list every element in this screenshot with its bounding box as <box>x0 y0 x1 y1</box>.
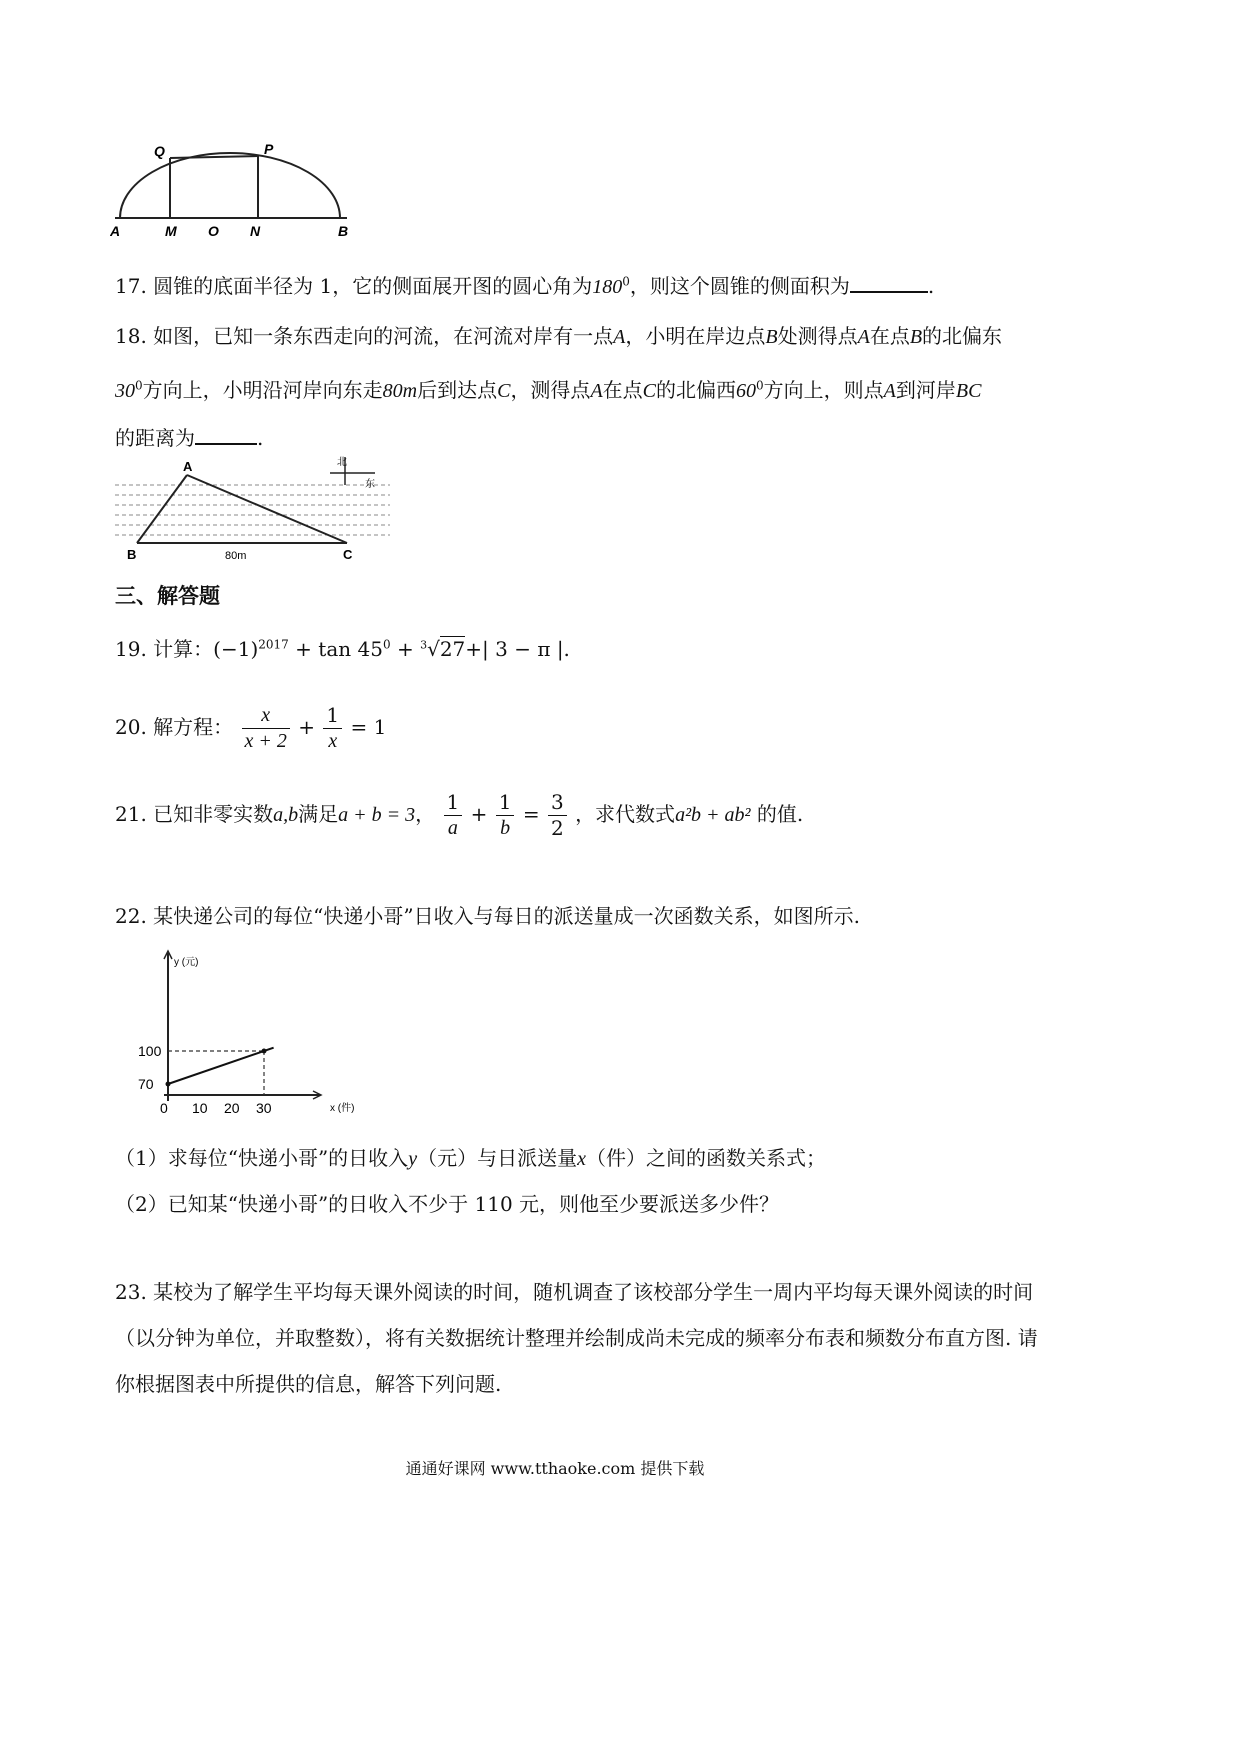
question-19: 19. 计算：$(-1)^{2017} + \tan 45^0 + ^3√27+|$ 3 − π |. <box>115 637 570 661</box>
label-a: A <box>110 223 121 239</box>
question-22-part-1: （1）求每位“快递小哥”的日收入y（元）与日派送量x（件）之间的函数关系式； <box>115 1146 826 1170</box>
label-n: N <box>250 223 261 239</box>
question-23-line-2: （以分钟为单位，并取整数），将有关数据统计整理并绘制成尚未完成的频率分布表和频数分布直方图. 请 <box>115 1326 1038 1350</box>
x-tick-label: 0 <box>160 1100 168 1116</box>
answer-blank <box>195 443 257 445</box>
question-22-part-2: （2）已知某“快递小哥”的日收入不少于 110 元，则他至少要派送多少件？ <box>115 1192 780 1216</box>
label-east: 东 <box>365 479 375 490</box>
label-o: O <box>208 223 219 239</box>
label-q: Q <box>154 143 165 159</box>
label-p: P <box>264 141 274 157</box>
fraction-x-over-x-plus-2: $\frac{x}{x + 2}$ <box>242 703 290 754</box>
section-heading: 三、解答题 <box>115 584 220 608</box>
river-figure <box>115 455 425 570</box>
y-tick-label: 70 <box>138 1076 154 1092</box>
label-m: M <box>165 223 177 239</box>
label-b: B <box>127 547 137 562</box>
x-tick-label: 20 <box>224 1100 240 1116</box>
label-b: B <box>338 223 349 239</box>
question-18-line-3: 的距离为 . <box>115 426 264 450</box>
label-80m: 80m <box>225 550 247 562</box>
question-17: 17. 圆锥的底面半径为 1，它的侧面展开图的圆心角为$180^0$，则这个圆锥的侧面积为 . <box>115 274 935 298</box>
data-point <box>262 1049 267 1054</box>
segment-ac <box>187 475 347 543</box>
question-18-line-1: 18. 如图，已知一条东西走向的河流，在河流对岸有一点A，小明在岸边点B处测得点A在点B的北偏东 <box>115 324 1003 348</box>
semicircle-arc <box>120 153 340 218</box>
question-23-line-1: 23. 某校为了解学生平均每天课外阅读的时间，随机调查了该校部分学生一周内平均每天课外阅读的时间 <box>115 1280 1034 1304</box>
fraction-1-over-a: $\frac{1}{a}$ <box>444 790 463 841</box>
fraction-3-over-2: $\frac{3}{2}$ <box>548 790 567 841</box>
answer-blank <box>850 291 928 293</box>
fraction-1-over-b: $\frac{1}{b}$ <box>496 790 515 841</box>
label-c: C <box>343 547 353 562</box>
question-23-line-3: 你根据图表中所提供的信息，解答下列问题. <box>115 1372 502 1396</box>
label-north: 北 <box>337 457 347 468</box>
semicircle-figure <box>110 140 360 265</box>
y-tick-label: 100 <box>138 1043 162 1059</box>
series-line <box>168 1048 274 1084</box>
question-18-line-2: $30^0$方向上，小明沿河岸向东走80m后到达点C，测得点A在点C的北偏西$60^0$方向上，则点A到河岸BC <box>115 378 982 402</box>
label-a: A <box>183 459 193 474</box>
page-footer: 通通好课网 www.tthaoke.com 提供下载 <box>405 1459 705 1478</box>
data-point <box>166 1082 171 1087</box>
x-tick-label: 10 <box>192 1100 208 1116</box>
y-axis-label: y (元) <box>174 957 199 968</box>
question-22-intro: 22. 某快递公司的每位“快递小哥”日收入与每日的派送量成一次函数关系，如图所示. <box>115 904 860 928</box>
x-axis-label: x (件) <box>330 1103 355 1114</box>
river-hatching <box>115 485 390 535</box>
income-line-chart <box>130 945 390 1120</box>
question-20: 20. 解方程： $\frac{x}{x + 2}$ + $\frac{1}{x}$ = 1 <box>115 703 387 752</box>
fraction-1-over-x: $\frac{1}{x}$ <box>323 703 342 754</box>
question-21: 21. 已知非零实数a,b满足a + b = 3， $\frac{1}{a}$ + $\frac{1}{b}$ = $\frac{3}{2}$ ，求代数式a²b + ab² 的值. <box>115 790 804 840</box>
x-tick-label: 30 <box>256 1100 272 1116</box>
segment-qp <box>170 156 258 158</box>
